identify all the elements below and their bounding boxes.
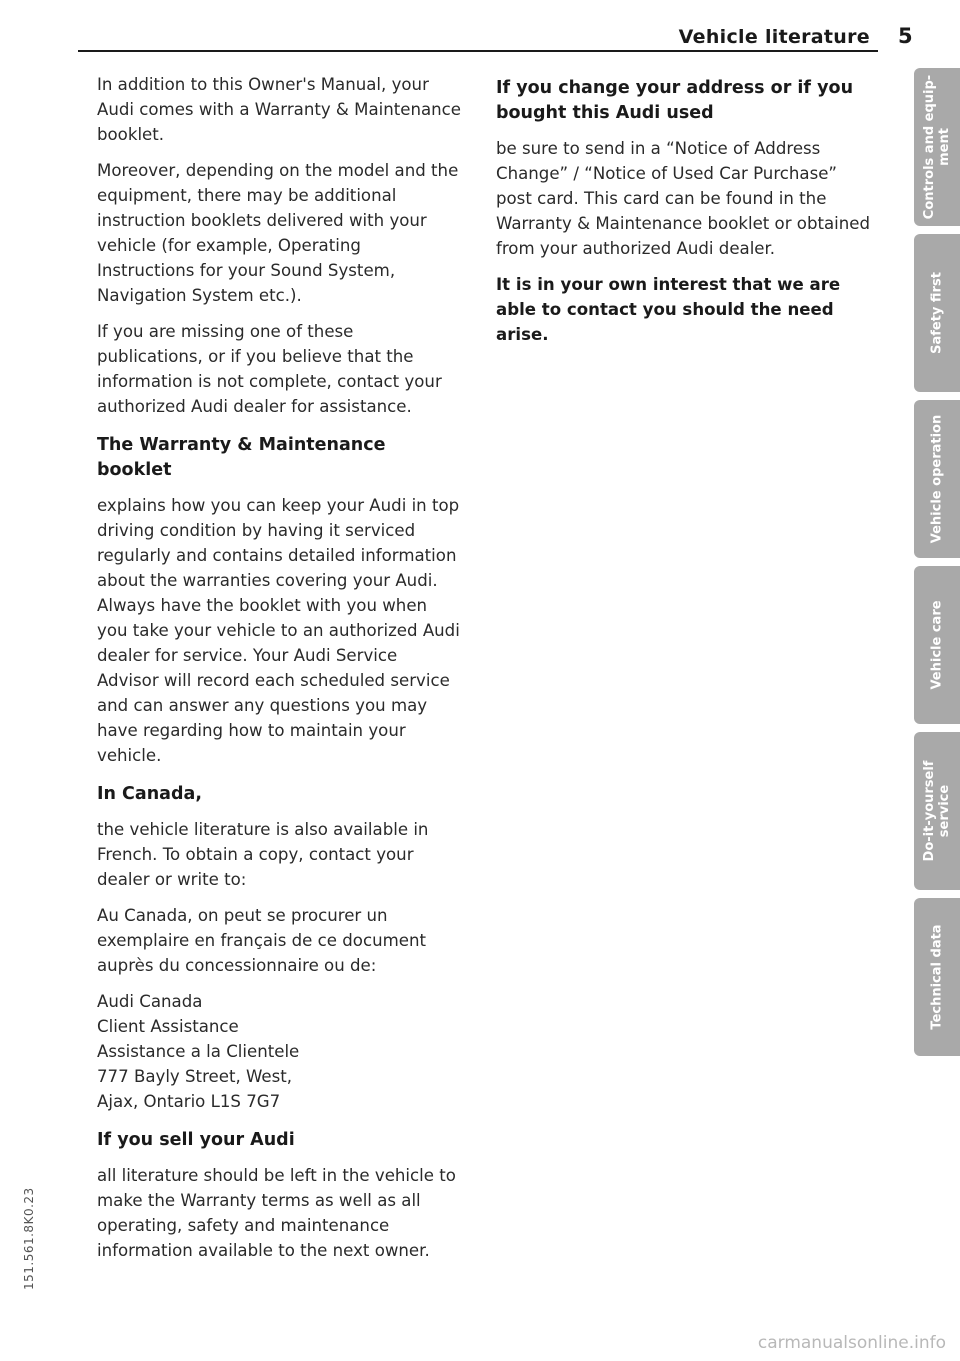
warranty-heading: The Warranty & Maintenance booklet xyxy=(97,435,386,480)
french-paragraph: Au Canada, on peut se procurer un exemplaire en français de ce document auprès du concessionnaire ou de: xyxy=(97,906,426,975)
right-column xyxy=(496,72,871,358)
missing-publications-paragraph: If you are missing one of these publications, or if you believe that the information is not complete, contact your authorized Audi dealer for assistance. xyxy=(97,322,442,416)
tab-vehicle-care[interactable] xyxy=(914,566,960,724)
header-rule xyxy=(78,50,878,52)
tab-label: Do-it-yourself service xyxy=(922,760,952,862)
address-line: Ajax, Ontario L1S 7G7 xyxy=(97,1092,281,1111)
address-change-heading: If you change your address or if you bought this Audi used xyxy=(496,78,854,123)
warranty-paragraph: explains how you can keep your Audi in top driving condition by having it serviced regularly and contains detailed information about the warranties covering your Audi. Always have the booklet with you when you take your vehicle to an authorized Audi dealer for service. Your Audi Service Advisor will record each scheduled service and can answer any questions you may have regarding how to maintain your vehicle. xyxy=(97,496,460,765)
tab-do-it-yourself-service[interactable] xyxy=(914,732,960,890)
address-line: Client Assistance xyxy=(97,1017,239,1036)
canada-paragraph: the vehicle literature is also available in French. To obtain a copy, contact your dealer or write to: xyxy=(97,820,429,889)
canada-address xyxy=(97,989,462,1114)
tab-label: Vehicle operation xyxy=(929,414,945,544)
sell-paragraph: all literature should be left in the vehicle to make the Warranty terms as well as all operating, safety and maintenance information available to the next owner. xyxy=(97,1166,456,1260)
document-code: 151.561.8K0.23 xyxy=(22,1187,36,1290)
tab-label: Controls and equip- ment xyxy=(922,74,952,220)
running-title: Vehicle literature xyxy=(678,26,870,48)
tab-safety-first[interactable] xyxy=(914,234,960,392)
tab-technical-data[interactable] xyxy=(914,898,960,1056)
page-number: 5 xyxy=(898,24,913,48)
address-line: Assistance a la Clientele xyxy=(97,1042,300,1061)
tab-label: Technical data xyxy=(929,924,945,1030)
address-change-paragraph: be sure to send in a “Notice of Address Change” / “Notice of Used Car Purchase” post card. This card can be found in the Warranty & Maintenance booklet or obtained from your authorized Audi dealer. xyxy=(496,139,871,258)
watermark: carmanualsonline.info xyxy=(757,1333,946,1353)
address-line: 777 Bayly Street, West, xyxy=(97,1067,293,1086)
address-line: Audi Canada xyxy=(97,992,203,1011)
tab-label: Safety first xyxy=(929,272,945,354)
intro-paragraph: In addition to this Owner's Manual, your Audi comes with a Warranty & Maintenance booklet. xyxy=(97,75,462,144)
sell-heading: If you sell your Audi xyxy=(97,1130,295,1150)
tab-controls-and-equipment[interactable] xyxy=(914,68,960,226)
tab-vehicle-operation[interactable] xyxy=(914,400,960,558)
tab-label: Vehicle care xyxy=(929,600,945,690)
additional-booklets-paragraph: Moreover, depending on the model and the equipment, there may be additional instruction booklets delivered with your vehicle (for example, Operating Instructions for your Sound System, Navigation System etc.). xyxy=(97,161,459,305)
left-column xyxy=(97,72,462,1274)
canada-heading: In Canada, xyxy=(97,784,202,804)
own-interest-paragraph: It is in your own interest that we are able to contact you should the need arise. xyxy=(496,275,841,344)
